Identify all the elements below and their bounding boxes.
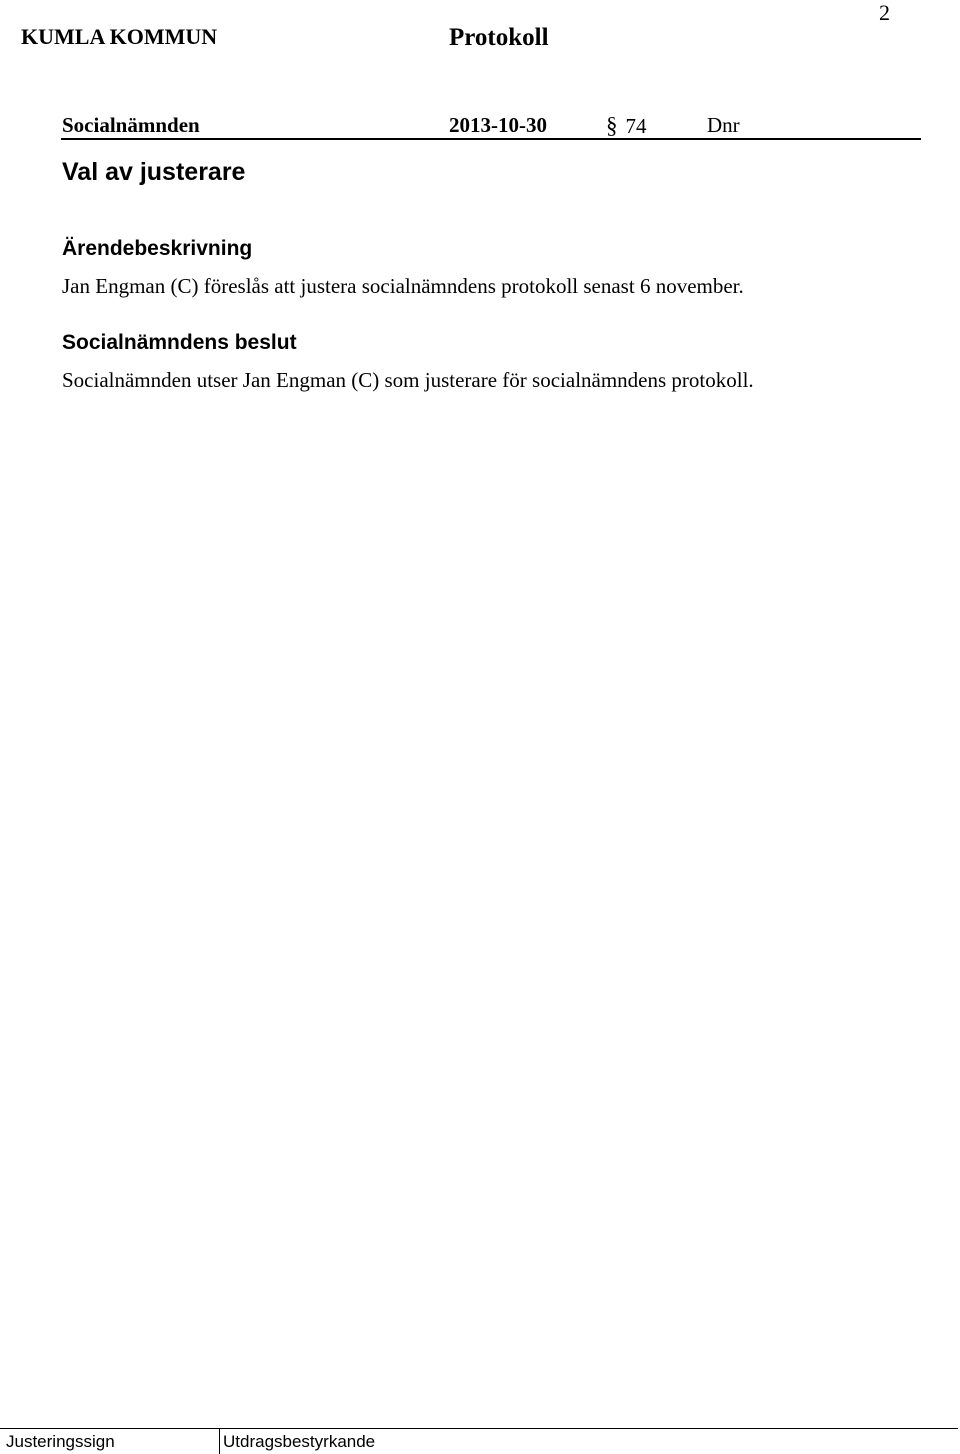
dnr-label: Dnr — [707, 113, 740, 137]
section-text-decision: Socialnämnden utser Jan Engman (C) som justerare för socialnämndens protokoll. — [62, 368, 754, 392]
section-symbol: § — [606, 113, 618, 138]
paragraph-number: 74 — [625, 114, 647, 138]
committee-name: Socialnämnden — [62, 113, 200, 137]
footer-column-divider — [219, 1428, 220, 1454]
organization-name: KUMLA KOMMUN — [21, 24, 218, 49]
document-type: Protokoll — [449, 24, 549, 51]
section-heading-description: Ärendebeskrivning — [62, 237, 253, 260]
page-number: 2 — [879, 0, 890, 25]
footer-signature-label: Justeringssign — [6, 1432, 115, 1451]
meeting-date: 2013-10-30 — [449, 113, 547, 137]
header-divider — [61, 138, 921, 140]
footer-divider — [0, 1428, 958, 1429]
paragraph-reference — [606, 113, 647, 139]
section-heading-decision: Socialnämndens beslut — [62, 331, 297, 354]
footer-extract-label: Utdragsbestyrkande — [223, 1432, 376, 1451]
case-title: Val av justerare — [62, 158, 246, 186]
section-text-description: Jan Engman (C) föreslås att justera socialnämndens protokoll senast 6 november. — [62, 274, 744, 298]
